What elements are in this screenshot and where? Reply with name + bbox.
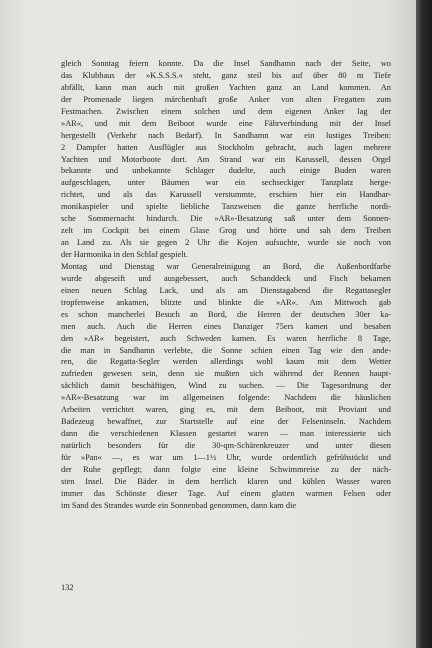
text-line: wurde abgeseift und ausgebessert, auch Schanddeck und Fisch bekamen [61,273,391,283]
text-line: Yachten und Motorboote dort. Am Strand war ein Karussell, dessen Orgel [61,154,391,164]
text-line: ren, die Regatta-Segler werden allerdings wohl kaum mit dem Wetter [61,357,391,367]
text-line: men auch. Auch die Herren eines Danziger 75ers kamen und besahen [61,321,391,331]
text-line: sche Sommernacht hindurch. Die »AR«-Besatzung saß unter dem Sonnen- [61,214,391,224]
text-line: abfällt, kann man auch mit großen Yachten ganz an Land kommen. An [61,82,391,92]
text-line: zufrieden gewesen sein, denn sie mußten sich während der Rennen haupt- [61,369,391,379]
book-gutter-shadow [416,0,432,648]
text-line: hergestellt (Verkehr nach Bedarf). In Sandhamn war ein lustiges Treiben: [61,130,391,140]
text-line: tropfenweise ankamen, blitzte und blinkte die »AR«. Am Mittwoch gab [61,297,391,307]
text-line: es schon mancherlei Besuch an Bord, die Herren der deutschen 30er ka- [61,309,391,319]
text-line: einen neuen Schlag Lack, und als am Dienstagabend die Regattasegler [61,285,391,295]
text-line: der Ruhe gepflegt; dann folgte eine kleine Schwimmreise zu der näch- [61,464,391,474]
text-line: für »Pan« —, es war um 1—1½ Uhr, wurde ordentlich gefrühstückt und [61,452,391,462]
text-line: immer das Schönste dieser Tage. Auf einem glatten warmen Felsen oder [61,488,391,498]
text-line: bekannte und unbekannte Schlager dudelte, auch einige Buden waren [61,166,391,176]
text-line: zelt im Cockpit bei einem Glase Grog und hörte und sah dem Treiben [61,226,391,236]
text-line: sächlich damit beschäftigen, Wind zu suchen. — Die Tagesordnung der [61,381,391,391]
text-line: sten Insel. Die Bäder in dem herrlich klaren und kühlen Wasser waren [61,476,391,486]
text-line: dann die verschiedenen Klassen gestartet waren — man interessierte sich [61,429,391,439]
text-line: im Sand des Strandes wurde ein Sonnenbad genommen, dann kam die [61,500,297,510]
text-line: »AR«, und mit dem Beiboot wurde eine Fährverbindung mit der Insel [61,118,391,128]
body-text [61,58,391,512]
text-line: natürlich besonders für die 30-qm-Schärenkreuzer und unter diesen [61,441,391,450]
page-number: 132 [61,583,74,592]
text-line: aufgeschlagen, unter Bäumen war ein sechseckiger Tanzplatz herge- [61,178,391,188]
text-line: das Klubhaus der »K.S.S.S.« steht, ganz steil bis auf über 80 m Tiefe [61,70,391,80]
text-line: monikaspieler und spielte liebliche Tanzweisen die ganze herrliche nordi- [61,202,391,212]
text-line: den »AR« begeistert, auch Schweden kamen. Es waren herrliche 8 Tage, [61,333,391,343]
text-line: der Promenade liegen märchenhaft große Anker von alten Fregatten zum [61,94,391,104]
text-line: »AR«-Besatzung war im allgemeinen folgende: Nachdem die häuslichen [61,393,391,403]
text-line: richtet, und als das Karussell verstummte, erschien hier ein Handhar- [61,190,391,200]
text-line: gleich Sonntag feiern konnte. Da die Insel Sandhamn nach der Seite, wo [61,59,391,68]
text-line: der Harmonika in den Schlaf gespielt. [61,250,188,259]
text-line: die man in Sandhamn verlebte, die Sonne schien einen Tag wie den ande- [61,345,391,355]
text-line: an Land zu. Als sie gegen 2 Uhr die Kojen aufsuchte, wurde sie noch von [61,238,391,248]
text-line: Montag und Dienstag war Generalreinigung an Bord, die Außenbordfarbe [61,261,391,271]
text-line: 2 Dampfer hatten Ausflügler aus Stockholm gebracht, auch lagen mehrere [61,142,391,152]
text-line: Festmachen. Zwischen einem solchen und dem eigenen Anker lag der [61,106,391,116]
text-line: Arbeiten verrichtet waren, ging es, mit dem Beiboot, mit Proviant und [61,405,391,415]
text-line: Badezeug bewaffnet, zur Startstelle auf eine der Felseninseln. Nachdem [61,417,391,427]
